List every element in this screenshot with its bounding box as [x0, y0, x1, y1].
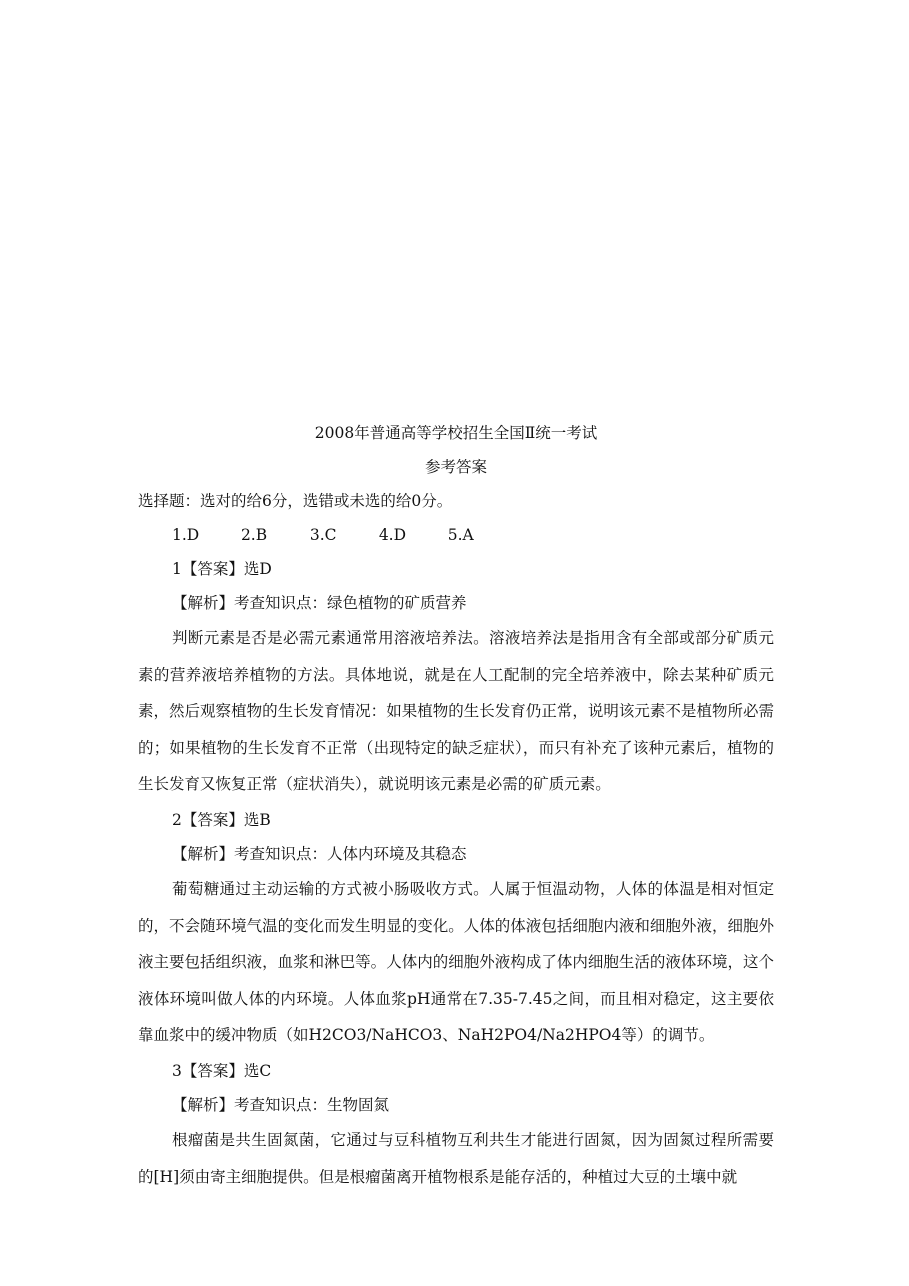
choice-answer: 5.A: [447, 526, 474, 544]
question-2-analysis-heading: 【解析】考查知识点：人体内环境及其稳态: [172, 844, 467, 863]
question-2-explanation: 葡萄糖通过主动运输的方式被小肠吸收方式。人属于恒温动物，人体的体温是相对恒定的，不会随环境气温的变化而发生明显的变化。人体的体液包括细胞内液和细胞外液，细胞外液主要包括组织液，血浆和淋巴等。人体内的细胞外液构成了体内细胞生活的液体环境，这个液体环境叫做人体的内环境。人体血浆pH通常在7.35-7.45之间，而且相对稳定，这主要依靠血浆中的缓冲物质（如H2CO3/NaHCO3、NaH2PO4/Na2HPO4等）的调节。: [138, 879, 774, 1045]
choice-answer: 2.B: [240, 526, 268, 544]
question-1-explanation: 判断元素是否是必需元素通常用溶液培养法。溶液培养法是指用含有全部或部分矿质元素的营养液培养植物的方法。具体地说，就是在人工配制的完全培养液中，除去某种矿质元素，然后观察植物的生长发育情况：如果植物的生长发育仍正常，说明该元素不是植物所必需的；如果植物的生长发育不正常（出现特定的缺乏症状），而只有补充了该种元素后，植物的生长发育又恢复正常（症状消失），就说明该元素是必需的矿质元素。: [138, 629, 774, 794]
choice-answer: 1.D: [172, 526, 200, 544]
page-title: 2008年普通高等学校招生全国Ⅱ统一考试: [314, 424, 598, 442]
question-3-analysis-heading: 【解析】考查知识点：生物固氮: [172, 1095, 390, 1114]
choice-answers-row: [138, 518, 774, 552]
question-3-explanation: 根瘤菌是共生固氮菌，它通过与豆科植物互利共生才能进行固氮，因为固氮过程所需要的[H]须由寄主细胞提供。但是根瘤菌离开植物根系是能存活的，种植过大豆的土壤中就: [138, 1130, 774, 1186]
question-1-answer: 1【答案】选D: [172, 560, 272, 578]
scoring-intro: 选择题：选对的给6分，选错或未选的给0分。: [138, 492, 453, 510]
question-1-analysis-heading: 【解析】考查知识点：绿色植物的矿质营养: [172, 594, 467, 612]
answer-key-content: [138, 416, 774, 1195]
choice-answer: 3.C: [309, 526, 337, 544]
question-3-answer: 3【答案】选C: [172, 1061, 272, 1080]
choice-answer: 4.D: [378, 526, 407, 544]
page-subtitle: 参考答案: [424, 458, 487, 476]
question-2-answer: 2【答案】选B: [172, 810, 271, 829]
